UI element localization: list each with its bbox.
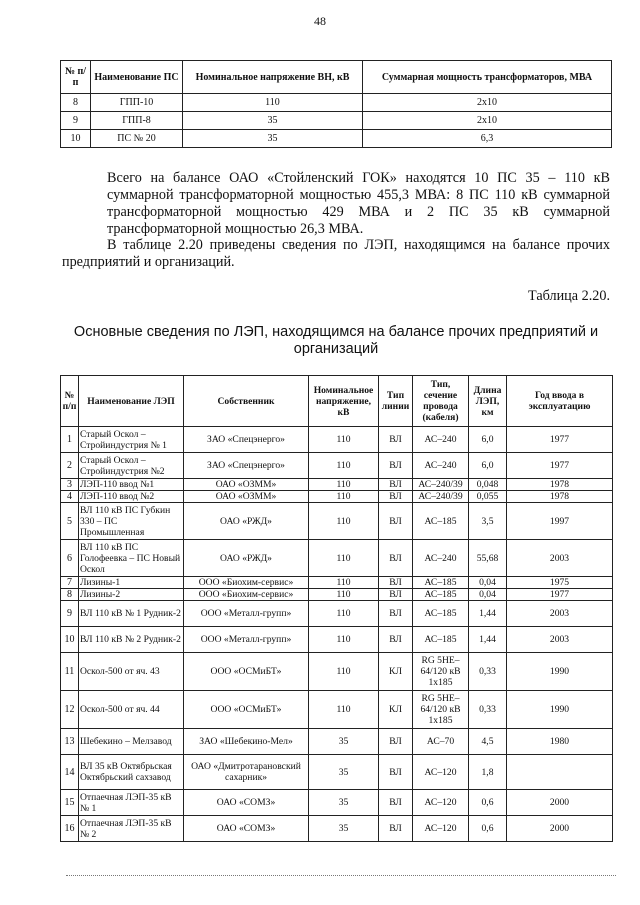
- table-cell: Оскол-500 от яч. 44: [79, 691, 184, 729]
- table-cell: 1,8: [469, 755, 507, 790]
- table-cell: ООО «Металл-групп»: [184, 627, 309, 653]
- table-cell: АС–240/39: [413, 479, 469, 491]
- table-cell: [507, 755, 613, 790]
- column-header: Номинальное напряжение, кВ: [309, 376, 379, 427]
- table-cell: 110: [309, 540, 379, 577]
- table-cell: 11: [61, 653, 79, 691]
- table-cell: 0,055: [469, 491, 507, 503]
- table-row: [61, 540, 613, 577]
- table-cell: ВЛ: [379, 453, 413, 479]
- table-row: [61, 653, 613, 691]
- column-header: Наименование ПС: [91, 61, 183, 94]
- table-cell: 110: [309, 589, 379, 601]
- substations-table: [60, 60, 612, 148]
- table-row: [61, 601, 613, 627]
- table-cell: 3,5: [469, 503, 507, 540]
- table-cell: 1,44: [469, 601, 507, 627]
- table-cell: ВЛ: [379, 479, 413, 491]
- table-row: [61, 790, 613, 816]
- table-cell: АС–240: [413, 453, 469, 479]
- table-cell: 110: [309, 479, 379, 491]
- table-cell: АС–120: [413, 816, 469, 842]
- column-header: Наименование ЛЭП: [79, 376, 184, 427]
- table-cell: ВЛ 110 кВ № 1 Рудник-2: [79, 601, 184, 627]
- table-cell: ОАО «РЖД»: [184, 540, 309, 577]
- table-cell: 2000: [507, 790, 613, 816]
- table-cell: 2x10: [363, 94, 612, 112]
- column-header: Суммарная мощность трансформаторов, МВА: [363, 61, 612, 94]
- table-cell: 10: [61, 627, 79, 653]
- table-cell: 0,04: [469, 577, 507, 589]
- table-cell: 14: [61, 755, 79, 790]
- table-cell: 1990: [507, 691, 613, 729]
- table-row: [61, 577, 613, 589]
- table-cell: АС–240: [413, 540, 469, 577]
- table-row: [61, 729, 613, 755]
- table-cell: ВЛ: [379, 589, 413, 601]
- table-cell: 35: [183, 112, 363, 130]
- table-title-line: Основные сведения по ЛЭП, находящимся на балансе прочих предприятий и: [73, 324, 599, 340]
- table-cell: 0,04: [469, 589, 507, 601]
- table-cell: 6: [61, 540, 79, 577]
- table-cell: Шебекино – Мелзавод: [79, 729, 184, 755]
- table-cell: 2003: [507, 601, 613, 627]
- table-cell: Отпаечная ЛЭП-35 кВ № 1: [79, 790, 184, 816]
- table-cell: 3: [61, 479, 79, 491]
- table-row: [61, 427, 613, 453]
- column-header: Год ввода в эксплуатацию: [507, 376, 613, 427]
- table-cell: 2003: [507, 627, 613, 653]
- table-row: [61, 112, 612, 130]
- table-cell: ВЛ: [379, 491, 413, 503]
- table-cell: 9: [61, 112, 91, 130]
- table-cell: АС–240: [413, 427, 469, 453]
- paragraph-balance-summary: [62, 170, 610, 238]
- table-cell: КЛ: [379, 653, 413, 691]
- table-cell: Оскол-500 от яч. 43: [79, 653, 184, 691]
- column-header: Собственник: [184, 376, 309, 427]
- paragraph-line: трансформаторной мощностью 429 МВА и 2 ПС 35 кВ суммарной: [107, 204, 610, 220]
- table-cell: ООО «Биохим-сервис»: [184, 577, 309, 589]
- table-cell: ЛЭП-110 ввод №1: [79, 479, 184, 491]
- table-cell: ПС № 20: [91, 130, 183, 148]
- table-cell: АС–70: [413, 729, 469, 755]
- table-cell: 110: [309, 427, 379, 453]
- table-caption: Таблица 2.20.: [528, 288, 610, 304]
- table-row: [61, 691, 613, 729]
- table-cell: ВЛ 110 кВ № 2 Рудник-2: [79, 627, 184, 653]
- table-cell: ЛЭП-110 ввод №2: [79, 491, 184, 503]
- table-cell: 35: [183, 130, 363, 148]
- table-cell: 13: [61, 729, 79, 755]
- table-row: [61, 755, 613, 790]
- table-cell: ВЛ 110 кВ ПС Голофеевка – ПС Новый Оскол: [79, 540, 184, 577]
- page-number: 48: [314, 14, 326, 28]
- column-header: Номинальное напряжение ВН, кВ: [183, 61, 363, 94]
- paragraph-line: Всего на балансе ОАО «Стойленский ГОК» находятся 10 ПС 35 – 110 кВ: [107, 170, 610, 186]
- table-cell: Старый Оскол – Стройиндустрия №2: [79, 453, 184, 479]
- table-cell: ЗАО «Шебекино-Мел»: [184, 729, 309, 755]
- table-row: [61, 94, 612, 112]
- table-cell: ООО «ОСМиБТ»: [184, 653, 309, 691]
- table-cell: ОАО «РЖД»: [184, 503, 309, 540]
- table-cell: RG 5HE– 64/120 кВ 1x185: [413, 653, 469, 691]
- table-cell: 35: [309, 729, 379, 755]
- paragraph-table-intro: [62, 237, 610, 271]
- table-cell: ООО «Биохим-сервис»: [184, 589, 309, 601]
- table-cell: 16: [61, 816, 79, 842]
- table-cell: 1,44: [469, 627, 507, 653]
- table-cell: ВЛ: [379, 427, 413, 453]
- table-cell: 0,6: [469, 790, 507, 816]
- table-cell: 1977: [507, 453, 613, 479]
- table-cell: 7: [61, 577, 79, 589]
- column-header: № п/п: [61, 376, 79, 427]
- table-row: [61, 627, 613, 653]
- table-cell: 110: [309, 577, 379, 589]
- table-row: [61, 816, 613, 842]
- table-cell: ОАО «СОМЗ»: [184, 816, 309, 842]
- table-cell: АС–185: [413, 601, 469, 627]
- table-cell: ВЛ: [379, 601, 413, 627]
- table-cell: АС–120: [413, 755, 469, 790]
- table-cell: ВЛ: [379, 577, 413, 589]
- table-title: [62, 324, 610, 358]
- table-cell: 110: [309, 691, 379, 729]
- table-cell: Лизины-1: [79, 577, 184, 589]
- table-cell: АС–185: [413, 627, 469, 653]
- table-cell: ОАО «СОМЗ»: [184, 790, 309, 816]
- table-cell: Старый Оскол – Стройиндустрия № 1: [79, 427, 184, 453]
- table-cell: 4,5: [469, 729, 507, 755]
- table-row: [61, 491, 613, 503]
- table-cell: АС–185: [413, 577, 469, 589]
- paragraph-line: предприятий и организаций.: [62, 254, 235, 270]
- table-cell: RG 5HE– 64/120 кВ 1x185: [413, 691, 469, 729]
- table-cell: 6,0: [469, 427, 507, 453]
- table-cell: 1977: [507, 427, 613, 453]
- table-cell: Лизины-2: [79, 589, 184, 601]
- table-cell: 110: [309, 453, 379, 479]
- table-cell: АС–120: [413, 790, 469, 816]
- table-cell: 8: [61, 589, 79, 601]
- table-cell: ВЛ: [379, 816, 413, 842]
- table-cell: АС–185: [413, 503, 469, 540]
- table-cell: 10: [61, 130, 91, 148]
- column-header: № п/п: [61, 61, 91, 94]
- footer-divider: [66, 875, 616, 876]
- table-cell: ОАО «ОЗММ»: [184, 479, 309, 491]
- table-cell: 15: [61, 790, 79, 816]
- table-cell: 110: [309, 491, 379, 503]
- table-cell: 4: [61, 491, 79, 503]
- paragraph-line: В таблице 2.20 приведены сведения по ЛЭП, находящимся на балансе прочих: [107, 237, 610, 253]
- table-cell: 6,0: [469, 453, 507, 479]
- table-cell: 1977: [507, 589, 613, 601]
- table-cell: 110: [309, 601, 379, 627]
- table-cell: ВЛ: [379, 503, 413, 540]
- table-cell: ЗАО «Спецэнерго»: [184, 427, 309, 453]
- table-cell: 1980: [507, 729, 613, 755]
- table-cell: 110: [309, 653, 379, 691]
- table-cell: АС–240/39: [413, 491, 469, 503]
- column-header: Тип, сечение провода (кабеля): [413, 376, 469, 427]
- table-cell: КЛ: [379, 691, 413, 729]
- table-cell: ВЛ: [379, 729, 413, 755]
- power-lines-table-header: [61, 376, 613, 427]
- table-cell: 35: [309, 816, 379, 842]
- table-cell: 0,33: [469, 653, 507, 691]
- table-cell: 2000: [507, 816, 613, 842]
- table-cell: ВЛ: [379, 627, 413, 653]
- table-cell: ВЛ: [379, 755, 413, 790]
- table-cell: 110: [309, 627, 379, 653]
- table-row: [61, 479, 613, 491]
- table-cell: 110: [309, 503, 379, 540]
- table-cell: ОАО «ОЗММ»: [184, 491, 309, 503]
- table-cell: 2003: [507, 540, 613, 577]
- table-cell: 35: [309, 790, 379, 816]
- table-cell: 0,33: [469, 691, 507, 729]
- table-cell: ОАО «Дмитротарановский сахарник»: [184, 755, 309, 790]
- table-cell: 8: [61, 94, 91, 112]
- table-cell: 1990: [507, 653, 613, 691]
- table-cell: 1: [61, 427, 79, 453]
- column-header: Тип линии: [379, 376, 413, 427]
- substations-table-header: [61, 61, 612, 94]
- table-cell: 6,3: [363, 130, 612, 148]
- paragraph-line: трансформаторной мощностью 26,3 МВА.: [107, 221, 364, 237]
- table-cell: 2: [61, 453, 79, 479]
- table-cell: 35: [309, 755, 379, 790]
- table-cell: Отпаечная ЛЭП-35 кВ № 2: [79, 816, 184, 842]
- table-cell: 0,048: [469, 479, 507, 491]
- table-row: [61, 130, 612, 148]
- table-row: [61, 453, 613, 479]
- table-cell: ВЛ: [379, 790, 413, 816]
- column-header: Длина ЛЭП, км: [469, 376, 507, 427]
- table-cell: ООО «Металл-групп»: [184, 601, 309, 627]
- power-lines-table: [60, 375, 613, 842]
- table-cell: 2x10: [363, 112, 612, 130]
- table-cell: ВЛ 110 кВ ПС Губкин 330 – ПС Промышленная: [79, 503, 184, 540]
- table-cell: 1978: [507, 491, 613, 503]
- table-cell: 110: [183, 94, 363, 112]
- table-cell: АС–185: [413, 589, 469, 601]
- paragraph-line: суммарной трансформаторной мощностью 455,3 МВА: 8 ПС 110 кВ суммарной: [107, 187, 610, 203]
- table-row: [61, 503, 613, 540]
- table-cell: ВЛ: [379, 540, 413, 577]
- table-cell: ООО «ОСМиБТ»: [184, 691, 309, 729]
- table-row: [61, 589, 613, 601]
- table-cell: 55,68: [469, 540, 507, 577]
- table-cell: 5: [61, 503, 79, 540]
- table-cell: 0,6: [469, 816, 507, 842]
- table-title-line: организаций: [293, 341, 379, 357]
- table-cell: 1975: [507, 577, 613, 589]
- table-cell: ГПП-10: [91, 94, 183, 112]
- table-cell: ЗАО «Спецэнерго»: [184, 453, 309, 479]
- table-cell: 1997: [507, 503, 613, 540]
- table-cell: 12: [61, 691, 79, 729]
- table-cell: 1978: [507, 479, 613, 491]
- table-cell: ВЛ 35 кВ Октябрьская Октябрьский сахзавод: [79, 755, 184, 790]
- table-cell: ГПП-8: [91, 112, 183, 130]
- table-cell: 9: [61, 601, 79, 627]
